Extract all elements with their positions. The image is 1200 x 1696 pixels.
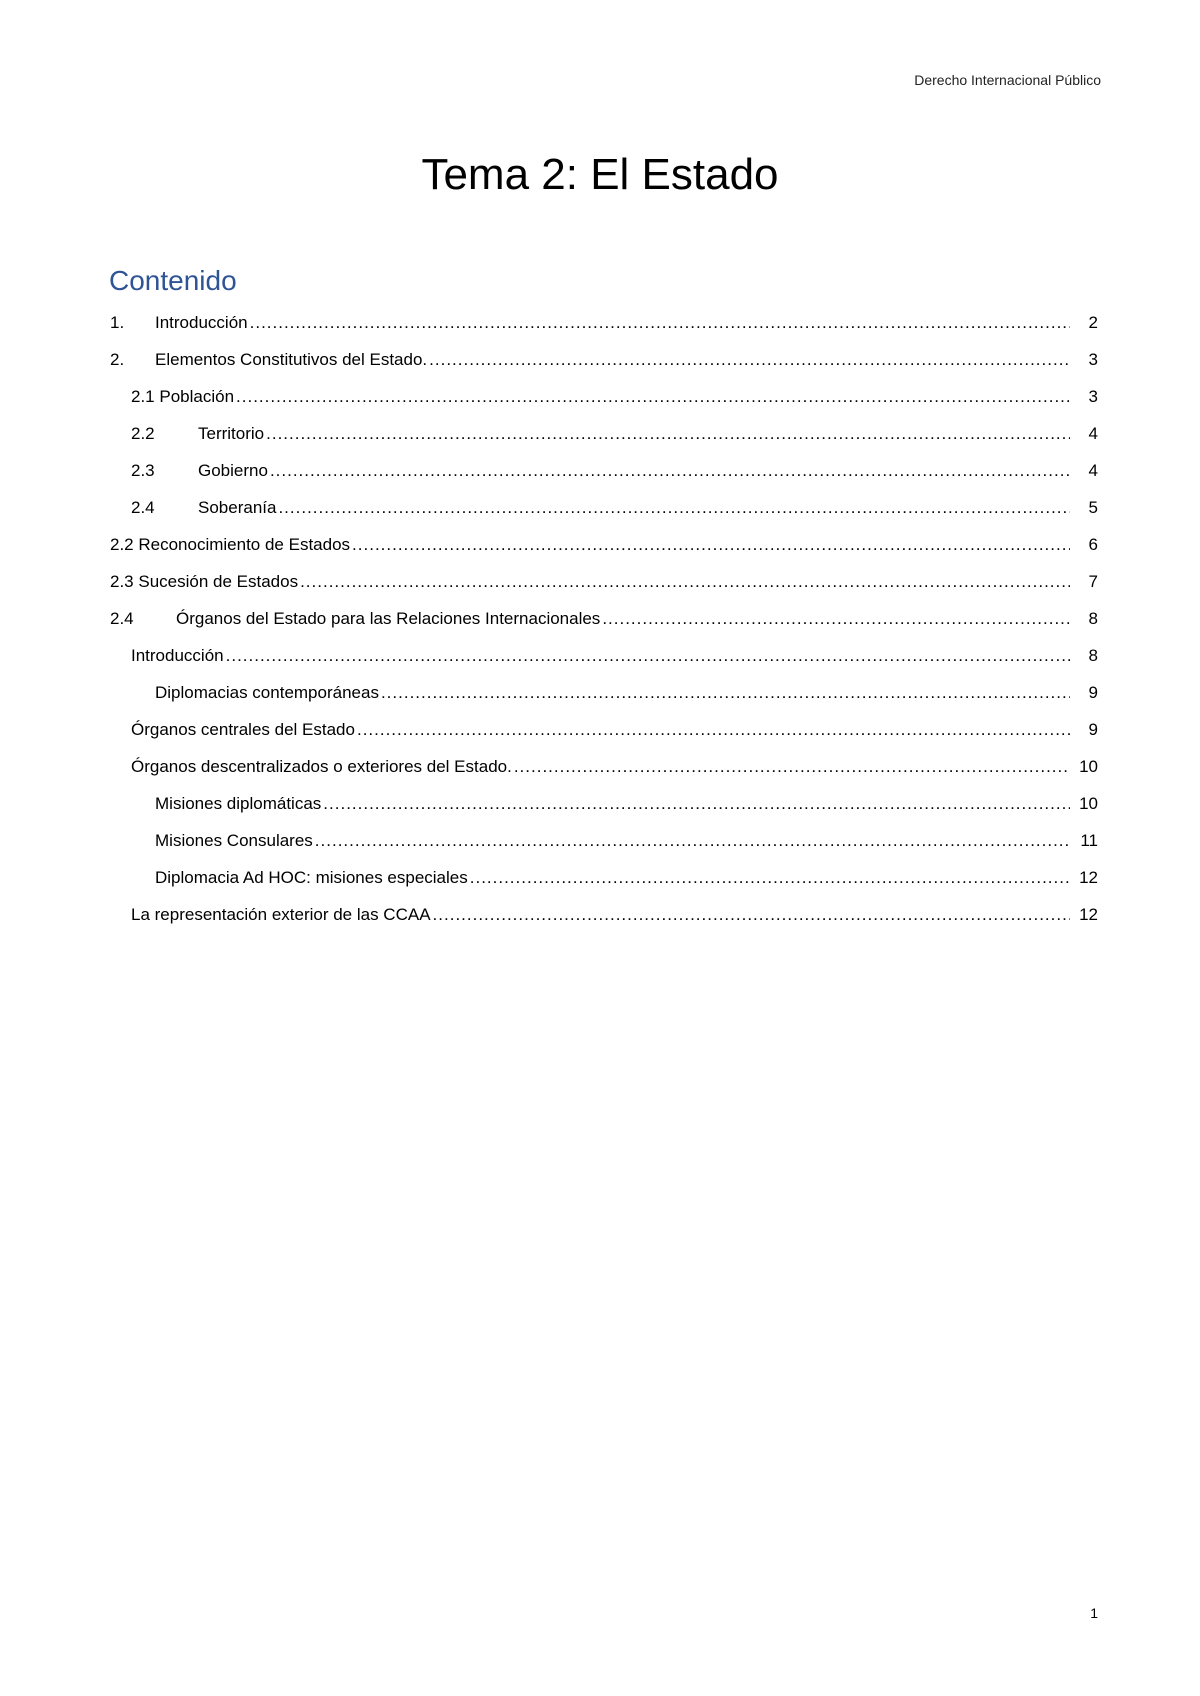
toc-dot-leader xyxy=(226,645,1070,667)
toc-dot-leader xyxy=(236,386,1070,408)
toc-entry-number: 2.4 xyxy=(131,498,155,517)
toc-dot-leader xyxy=(300,571,1070,593)
toc-entry-page: 5 xyxy=(1088,498,1098,517)
toc-entry-text: Órganos centrales del Estado xyxy=(131,720,355,739)
toc-entry[interactable] xyxy=(0,824,1200,852)
toc-dot-leader xyxy=(266,423,1070,445)
toc-entry-text: Territorio xyxy=(198,424,265,443)
toc-entry-page: 2 xyxy=(1088,313,1098,332)
toc-dot-leader xyxy=(602,608,1070,630)
toc-entry-page: 10 xyxy=(1079,794,1098,813)
toc-dot-leader xyxy=(270,460,1070,482)
toc-dot-leader xyxy=(352,534,1070,556)
toc-entry-text: Diplomacias contemporáneas xyxy=(155,683,379,702)
toc-entry-text: Introducción xyxy=(155,313,248,332)
toc-entry[interactable] xyxy=(0,713,1200,741)
toc-entry[interactable] xyxy=(0,676,1200,704)
document-title: Tema 2: El Estado xyxy=(421,150,779,199)
toc-dot-leader xyxy=(429,349,1070,371)
toc-entry-page: 4 xyxy=(1088,424,1098,443)
toc-dot-leader xyxy=(514,756,1070,778)
toc-dot-leader xyxy=(381,682,1070,704)
toc-entry-page: 3 xyxy=(1088,387,1098,406)
toc-entry[interactable] xyxy=(0,528,1200,556)
toc-entry-page: 6 xyxy=(1088,535,1098,554)
toc-entry-page: 8 xyxy=(1088,609,1098,628)
toc-entry-text: 2.2 Reconocimiento de Estados xyxy=(110,535,351,554)
toc-entry-page: 10 xyxy=(1079,757,1098,776)
toc-entry[interactable] xyxy=(0,306,1200,334)
toc-entry-number: 1. xyxy=(110,313,125,332)
toc-entry-text: Misiones diplomáticas xyxy=(155,794,322,813)
toc-entry-number: 2. xyxy=(110,350,125,369)
toc-entry-page: 9 xyxy=(1088,683,1098,702)
toc-entry-number: 2.4 xyxy=(110,609,134,628)
toc-entry-page: 4 xyxy=(1088,461,1098,480)
toc-entry-number: 2.2 xyxy=(131,424,155,443)
toc-entry-page: 8 xyxy=(1088,646,1098,665)
toc-entry[interactable] xyxy=(0,639,1200,667)
toc-entry-page: 11 xyxy=(1080,831,1098,850)
toc-dot-leader xyxy=(357,719,1070,741)
toc-entry[interactable] xyxy=(0,861,1200,889)
toc-dot-leader xyxy=(323,793,1070,815)
toc-entry-page: 9 xyxy=(1088,720,1098,739)
toc-entry-page: 3 xyxy=(1088,350,1098,369)
toc-dot-leader xyxy=(470,867,1070,889)
toc-entry[interactable] xyxy=(0,380,1200,408)
toc-entry-text: 2.3 Sucesión de Estados xyxy=(110,572,299,591)
toc-entry[interactable] xyxy=(0,898,1200,926)
toc-entry-page: 7 xyxy=(1088,572,1098,591)
toc-dot-leader xyxy=(433,904,1070,926)
toc-entry-text: Soberanía xyxy=(198,498,277,517)
toc-entry-text: Órganos descentralizados o exteriores del Estado. xyxy=(131,757,512,776)
toc-dot-leader xyxy=(250,312,1070,334)
toc-entry-text: Órganos del Estado para las Relaciones Internacionales xyxy=(176,609,601,628)
toc-entry[interactable] xyxy=(0,565,1200,593)
toc-entry-text: Misiones Consulares xyxy=(155,831,313,850)
toc-entry[interactable] xyxy=(0,602,1200,630)
toc-entry[interactable] xyxy=(0,750,1200,778)
page-number: 1 xyxy=(1090,1605,1098,1621)
toc-entry[interactable] xyxy=(0,491,1200,519)
toc-entry-text: La representación exterior de las CCAA xyxy=(131,905,431,924)
toc-entry-text: Diplomacia Ad HOC: misiones especiales xyxy=(155,868,468,887)
toc-entry-page: 12 xyxy=(1079,905,1098,924)
toc-entry-text: Introducción xyxy=(131,646,224,665)
running-header: Derecho Internacional Público xyxy=(914,72,1101,88)
toc-entry-page: 12 xyxy=(1079,868,1098,887)
toc-entry-text: 2.1 Población xyxy=(131,387,235,406)
toc-dot-leader xyxy=(315,830,1070,852)
toc-entry[interactable] xyxy=(0,787,1200,815)
toc-entry[interactable] xyxy=(0,417,1200,445)
toc-entry-text: Gobierno xyxy=(198,461,268,480)
toc-heading: Contenido xyxy=(109,265,237,296)
toc-dot-leader xyxy=(278,497,1070,519)
toc-entry-text: Elementos Constitutivos del Estado. xyxy=(155,350,428,369)
toc-entry[interactable] xyxy=(0,454,1200,482)
toc-entry[interactable] xyxy=(0,343,1200,371)
toc-entry-number: 2.3 xyxy=(131,461,155,480)
